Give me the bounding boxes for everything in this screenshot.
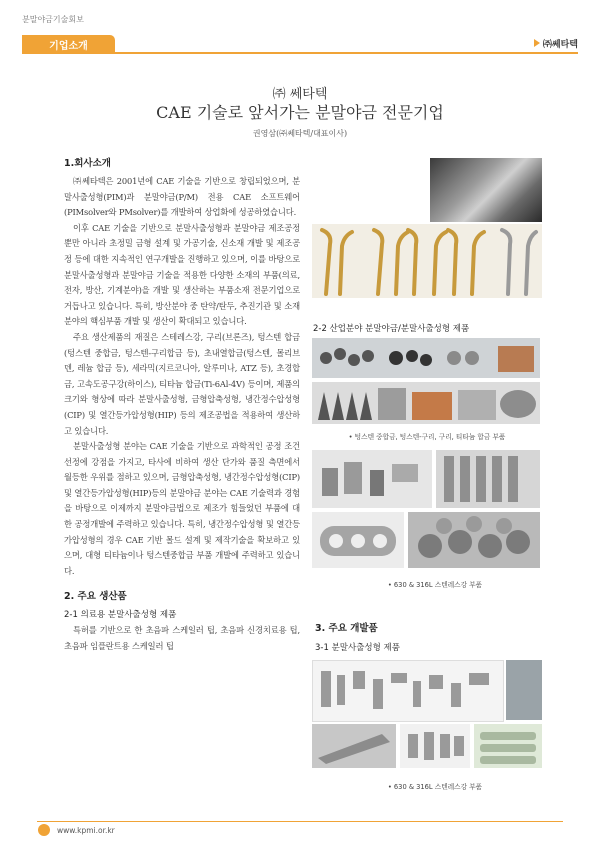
article-title: CAE 기술로 앞서가는 분말야금 전문기업: [156, 103, 444, 122]
company-tag: [534, 35, 578, 51]
kpmi-logo-icon: [38, 824, 50, 836]
section-3-1-heading: 3-1 분말사출성형 제품: [315, 643, 400, 653]
section-header: [22, 35, 578, 54]
steel-photo-c: [312, 512, 404, 568]
section-2-1-heading: 2-1 의료용 분말사출성형 제품: [64, 610, 177, 621]
dev-photo-c: [312, 724, 396, 768]
steel-photo-d: [408, 512, 540, 568]
parts-illustration-1: [312, 338, 540, 378]
section-2-2-heading: 2-2 산업분야 분말야금/분말사출성형 제품: [313, 324, 470, 334]
company-name: ㈜쎄타텍: [542, 39, 578, 50]
header-rule: [22, 52, 578, 54]
scaler-tips: [312, 224, 542, 298]
dev-illustration-d: [400, 724, 470, 768]
steel-illustration-b: [436, 450, 540, 508]
dev-photo-e: [474, 724, 542, 768]
section-2-heading: 2. 주요 생산품: [64, 591, 127, 603]
dev-photo-a: [312, 660, 504, 722]
sem-image: [430, 158, 542, 222]
steel-photo-a: [312, 450, 432, 508]
steel-illustration-c: [312, 512, 404, 568]
parts-photo-2: [312, 382, 540, 424]
steel-illustration-a: [312, 450, 432, 508]
caption-steel-1: • 630 & 316L 스텐레스강 부품: [387, 581, 483, 589]
caption-tungsten: • 텅스텐 중합금, 텅스텐-구리, 구리, 티타늄 합금 부품: [348, 433, 506, 441]
paragraph: ㈜쎄타텍은 2001년에 CAE 기술을 기반으로 창립되었으며, 분말사출성형(PIM)과 분말야금(P/M) 전용 CAE 소프트웨어(PIMsolver와 PMsolver)를 개발하여 상업화에 성공하였습니다.: [64, 176, 300, 218]
medical-tips-photo: [312, 158, 542, 298]
caption-steel-2: • 630 & 316L 스텐레스강 부품: [387, 783, 483, 791]
article-author: 권영삼(㈜쎄타텍/대표이사): [252, 129, 348, 138]
footer-rule: [37, 821, 563, 822]
parts-illustration-2: [312, 382, 540, 424]
industrial-parts-photo: [312, 338, 542, 426]
paragraph: 이후 CAE 기술을 기반으로 분말사출성형과 분말야금 제조공정뿐만 아니라 초정밀 금형 설계 및 가공기술, 신소재 개발 및 제조공정 등에 대한 지속적인 연구개발을 진행하고 있으며, 이를 바탕으로 분말사출성형과 분말야금 기술을 적용한 다양한 소재의 부품(의료, 전자, 방산, 기계분야)을 개발 및 생산하는 부품소재 전문기업으로 거듭나고 있습니다. 특히, 방산분야 중 탄약/탄두, 추진기관 및 소재분야의 핵심부품 개발 및 생산이 확대되고 있습니다.: [64, 222, 300, 327]
paragraph: 특허를 기반으로 한 초음파 스케일러 팁, 초음파 신경치료용 팁, 초음파 임플란트용 스케일러 팁: [64, 625, 300, 652]
article-company: ㈜ 쎄타텍: [272, 87, 328, 102]
section-1-heading: 1.회사소개: [64, 158, 111, 169]
journal-name: 분말야금기술회보: [22, 15, 84, 24]
stainless-parts-photo-1: [312, 450, 542, 568]
section-tab: 기업소개: [22, 35, 115, 54]
dev-illustration-e: [474, 724, 542, 768]
parts-photo-1: [312, 338, 540, 378]
paragraph: 분말사출성형 분야는 CAE 기술을 기반으로 과학적인 공정 조건 선정에 강점을 가지고, 타사에 비하여 생산 단가와 품질 측면에서 월등한 우위를 점하고 있으며, 금형압축성형, 냉간정수압성형(CIP) 및 열간등가압성형(HIP)등의 분말야금 분야는 CAE 기술력과 경험을 바탕으로 이제까지 분말야금법으로 제조가 힘들었던 부품에 대한 공정개발에 주력하고 있습니다. 특히, 냉간정수압성형 및 열간등가압성형의 경우 CAE 기반 몰드 설계 및 제작기술을 확보하고 있으며, 대형 티타늄이나 텅스텐중합금 부품 개발에 주력하고 있습니다.: [64, 441, 300, 576]
footer-url: www.kpmi.or.kr: [57, 826, 115, 835]
dev-photo-b: [506, 660, 542, 720]
left-column: [64, 155, 300, 655]
arrow-icon: [534, 39, 540, 47]
paragraph: 주요 생산제품의 재질은 스테레스강, 구리(브론즈), 텅스텐 합금(텅스텐 중합금, 텅스텐-구리합금 등), 초내열합금(텅스텐, 몰리브덴, 레늄 합금 등), 세라믹(지르코니아, 알루미나, ATZ 등), 초경합금, 고속도공구강(하이스), 티타늄 합금(Ti-6Al-4V) 등이며, 제품의 크기와 형상에 따라 분말사출성형, 금형압축성형, 냉간정수압성형(CIP) 및 열간등가압성형(HIP) 등의 제조공법을 적용하여 생산하고 있습니다.: [64, 331, 300, 436]
dev-illustration-c: [312, 724, 396, 768]
scaler-tips-illustration: [312, 224, 542, 298]
development-parts-photo: [312, 660, 542, 768]
dev-illustration-a: [313, 661, 503, 721]
steel-illustration-d: [408, 512, 540, 568]
steel-photo-b: [436, 450, 540, 508]
section-3-heading: 3. 주요 개발품: [315, 623, 378, 634]
dev-photo-d: [400, 724, 470, 768]
